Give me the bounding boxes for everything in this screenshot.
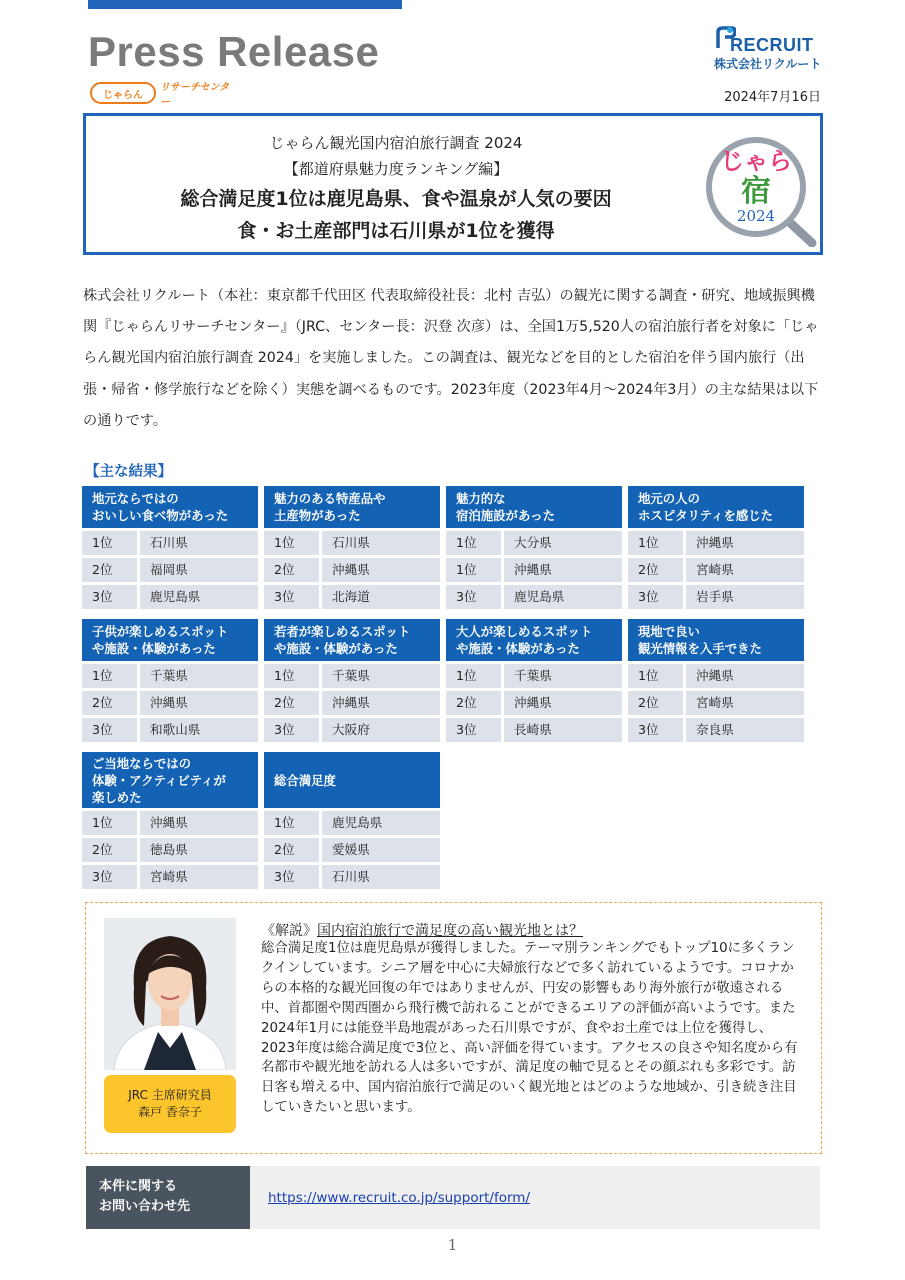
ranking-position: 3位: [82, 865, 137, 889]
ranking-position: 1位: [628, 531, 683, 555]
ranking-position: 2位: [446, 691, 501, 715]
ranking-card: [82, 752, 258, 889]
ranking-position: 3位: [264, 585, 319, 609]
ranking-position: 1位: [264, 811, 319, 835]
ranking-prefecture: 宮崎県: [686, 558, 804, 582]
ranking-card-title-text: 魅力のある特産品や 土産物があった: [274, 491, 386, 523]
top-accent-bar: [88, 0, 402, 9]
contact-label-line1: 本件に関する: [99, 1179, 178, 1194]
ranking-card-title: [82, 752, 258, 808]
jalan-yado-2024-badge-icon: [700, 137, 820, 247]
ranking-row: [628, 664, 804, 688]
release-date: 2024年7月16日: [724, 90, 821, 105]
contact-label: [86, 1166, 250, 1229]
badge-year: 2024: [736, 207, 776, 225]
ranking-prefecture: 石川県: [140, 531, 258, 555]
ranking-card-title: [264, 619, 440, 661]
ranking-position: 3位: [446, 585, 501, 609]
ranking-prefecture: 宮崎県: [686, 691, 804, 715]
ranking-card-title-text: ご当地ならではの 体験・アクティビティが 楽しめた: [92, 755, 226, 805]
ranking-row: [82, 865, 258, 889]
ranking-card-title: [446, 619, 622, 661]
ranking-card-title: [82, 486, 258, 528]
commentary-title-prefix: 《解説》: [261, 923, 317, 939]
headline-sub: 食・お土産部門は石川県が1位を獲得: [237, 220, 555, 242]
contact-label-line2: お問い合わせ先: [99, 1199, 191, 1214]
ranking-position: 1位: [264, 664, 319, 688]
ranking-card-title-text: 地元の人の ホスピタリティを感じた: [638, 491, 774, 523]
ranking-position: 3位: [264, 865, 319, 889]
contact-url-link[interactable]: https://www.recruit.co.jp/support/form/: [250, 1166, 820, 1229]
ranking-position: 1位: [82, 531, 137, 555]
ranking-position: 1位: [82, 664, 137, 688]
ranking-row: [264, 811, 440, 835]
ranking-card-title-text: 魅力的な 宿泊施設があった: [456, 491, 556, 523]
ranking-prefecture: 北海道: [322, 585, 440, 609]
researcher-name: 森戸 香奈子: [138, 1105, 202, 1119]
ranking-card-title-text: 大人が楽しめるスポット や施設・体験があった: [456, 624, 593, 656]
ranking-row: [264, 865, 440, 889]
ranking-position: 2位: [628, 691, 683, 715]
ranking-row: [628, 691, 804, 715]
press-release-title: Press Release: [88, 28, 380, 75]
ranking-prefecture: 鹿児島県: [322, 811, 440, 835]
ranking-row: [82, 531, 258, 555]
ranking-card: [446, 619, 622, 742]
contact-section: [86, 1166, 820, 1229]
headline-main: 総合満足度1位は鹿児島県、食や温泉が人気の要因: [180, 188, 612, 210]
ranking-position: 3位: [82, 585, 137, 609]
ranking-card-title: [264, 486, 440, 528]
ranking-position: 2位: [82, 691, 137, 715]
ranking-position: 3位: [628, 585, 683, 609]
ranking-row: [264, 531, 440, 555]
ranking-card-title-text: 総合満足度: [274, 772, 336, 788]
ranking-prefecture: 千葉県: [140, 664, 258, 688]
ranking-row: [628, 585, 804, 609]
ranking-prefecture: 宮崎県: [140, 865, 258, 889]
ranking-prefecture: 沖縄県: [140, 691, 258, 715]
ranking-row: [628, 718, 804, 742]
ranking-prefecture: 千葉県: [504, 664, 622, 688]
researcher-caption: [104, 1075, 236, 1133]
ranking-prefecture: 千葉県: [322, 664, 440, 688]
ranking-card-title: [628, 619, 804, 661]
ranking-card: [264, 619, 440, 742]
ranking-card: [264, 752, 440, 889]
ranking-row: [446, 585, 622, 609]
jalan-logo-mark: じゃらん: [90, 82, 156, 104]
ranking-prefecture: 沖縄県: [140, 811, 258, 835]
ranking-prefecture: 長崎県: [504, 718, 622, 742]
ranking-position: 2位: [264, 558, 319, 582]
ranking-prefecture: 沖縄県: [504, 558, 622, 582]
ranking-prefecture: 和歌山県: [140, 718, 258, 742]
badge-line2: 宿: [741, 174, 771, 209]
ranking-card: [264, 486, 440, 609]
commentary-title: [261, 920, 583, 940]
ranking-prefecture: 徳島県: [140, 838, 258, 862]
ranking-prefecture: 沖縄県: [322, 558, 440, 582]
ranking-card-title: [82, 619, 258, 661]
ranking-prefecture: 岩手県: [686, 585, 804, 609]
ranking-position: 1位: [446, 558, 501, 582]
researcher-portrait: [104, 918, 236, 1070]
ranking-position: 3位: [264, 718, 319, 742]
ranking-row: [82, 664, 258, 688]
ranking-prefecture: 沖縄県: [686, 664, 804, 688]
ranking-row: [446, 718, 622, 742]
ranking-position: 1位: [264, 531, 319, 555]
ranking-position: 1位: [628, 664, 683, 688]
intro-paragraph: 株式会社リクルート（本社：東京都千代田区 代表取締役社長：北村 吉弘）の観光に関する調査・研究、地域振興機関『じゃらんリサーチセンター』（JRC、センター長：沢登 次彦）は、全国1万5,520人の宿泊旅行者を対象に「じゃらん観光国内宿泊旅行調査 2024」を実施しました。この調査は、観光などを目的とした宿泊を伴う国内旅行（出張・帰省・修学旅行などを除く）実態を調べるものです。2023年度（2023年4月～2024年3月）の主な結果は以下の通りです。: [83, 288, 819, 429]
ranking-card: [82, 486, 258, 609]
ranking-row: [82, 585, 258, 609]
commentary-title-text: 国内宿泊旅行で満足度の高い観光地とは？: [317, 923, 583, 939]
ranking-position: 1位: [82, 811, 137, 835]
ranking-card-title-text: 子供が楽しめるスポット や施設・体験があった: [92, 624, 229, 656]
ranking-row: [264, 558, 440, 582]
ranking-row: [82, 838, 258, 862]
ranking-prefecture: 大阪府: [322, 718, 440, 742]
ranking-row: [82, 718, 258, 742]
ranking-row: [264, 691, 440, 715]
ranking-card-title-text: 若者が楽しめるスポット や施設・体験があった: [274, 624, 411, 656]
recruit-wordmark: RECRUIT: [730, 35, 814, 55]
ranking-row: [446, 558, 622, 582]
ranking-position: 1位: [446, 664, 501, 688]
ranking-card-title: [446, 486, 622, 528]
commentary-box: [85, 902, 822, 1154]
headline-edition: 【都道府県魅力度ランキング編】: [283, 160, 509, 178]
researcher-role: JRC 主席研究員: [128, 1088, 212, 1102]
ranking-row: [264, 664, 440, 688]
ranking-row: [446, 691, 622, 715]
ranking-prefecture: 石川県: [322, 531, 440, 555]
ranking-position: 3位: [82, 718, 137, 742]
results-label: 【主な結果】: [85, 464, 172, 480]
ranking-row: [628, 531, 804, 555]
ranking-card: [628, 486, 804, 609]
ranking-prefecture: 沖縄県: [686, 531, 804, 555]
research-center-logo-text: リサーチセンター: [159, 82, 230, 108]
ranking-position: 2位: [628, 558, 683, 582]
ranking-position: 3位: [446, 718, 501, 742]
ranking-prefecture: 福岡県: [140, 558, 258, 582]
ranking-position: 3位: [628, 718, 683, 742]
commentary-body: 総合満足度1位は鹿児島県が獲得しました。テーマ別ランキングでもトップ10に多くランクインしています。シニア層を中心に夫婦旅行などで多く訪れているようです。コロナからの本格的な観光回復の年ではありませんが、円安の影響もあり海外旅行が敬遠される中、首都圏や関西圏から飛行機で訪れることができるエリアの評価が高いようです。また2024年1月には能登半島地震があった石川県ですが、食やお土産では上位を獲得し、2023年度は総合満足度で3位と、高い評価を得ています。アクセスの良さや知名度から有名都市や観光地を訪れる人は多いですが、満足度の軸で見るとその顔ぶれも多彩です。訪日客も増える中、国内宿泊旅行で満足のいく観光地とはどのような地域か、引き続き注目していきたいと思います。: [261, 941, 798, 1116]
ranking-row: [82, 811, 258, 835]
recruit-company-name: 株式会社リクルート: [714, 57, 822, 71]
ranking-row: [628, 558, 804, 582]
researcher-portrait-image: [104, 918, 236, 1070]
ranking-card: [628, 619, 804, 742]
ranking-position: 2位: [82, 558, 137, 582]
ranking-position: 2位: [264, 691, 319, 715]
ranking-row: [264, 838, 440, 862]
ranking-card-title: [264, 752, 440, 808]
ranking-position: 2位: [264, 838, 319, 862]
ranking-prefecture: 愛媛県: [322, 838, 440, 862]
ranking-position: 1位: [446, 531, 501, 555]
page-number: 1: [447, 1236, 458, 1254]
ranking-prefecture: 大分県: [504, 531, 622, 555]
ranking-card-title: [628, 486, 804, 528]
ranking-prefecture: 鹿児島県: [140, 585, 258, 609]
ranking-prefecture: 沖縄県: [322, 691, 440, 715]
ranking-prefecture: 奈良県: [686, 718, 804, 742]
ranking-row: [82, 558, 258, 582]
ranking-row: [264, 585, 440, 609]
ranking-row: [264, 718, 440, 742]
recruit-logo: [712, 24, 824, 72]
ranking-card: [446, 486, 622, 609]
ranking-prefecture: 沖縄県: [504, 691, 622, 715]
ranking-card: [82, 619, 258, 742]
ranking-prefecture: 石川県: [322, 865, 440, 889]
jalan-research-center-logo: [90, 81, 230, 108]
ranking-row: [446, 531, 622, 555]
ranking-row: [82, 691, 258, 715]
badge-line1: じゃら: [720, 147, 792, 175]
ranking-prefecture: 鹿児島県: [504, 585, 622, 609]
ranking-card-title-text: 現地で良い 観光情報を入手できた: [638, 624, 762, 656]
headline-survey-name: じゃらん観光国内宿泊旅行調査 2024: [269, 134, 523, 152]
ranking-position: 2位: [82, 838, 137, 862]
ranking-row: [446, 664, 622, 688]
ranking-card-title-text: 地元ならではの おいしい食べ物があった: [92, 491, 229, 523]
